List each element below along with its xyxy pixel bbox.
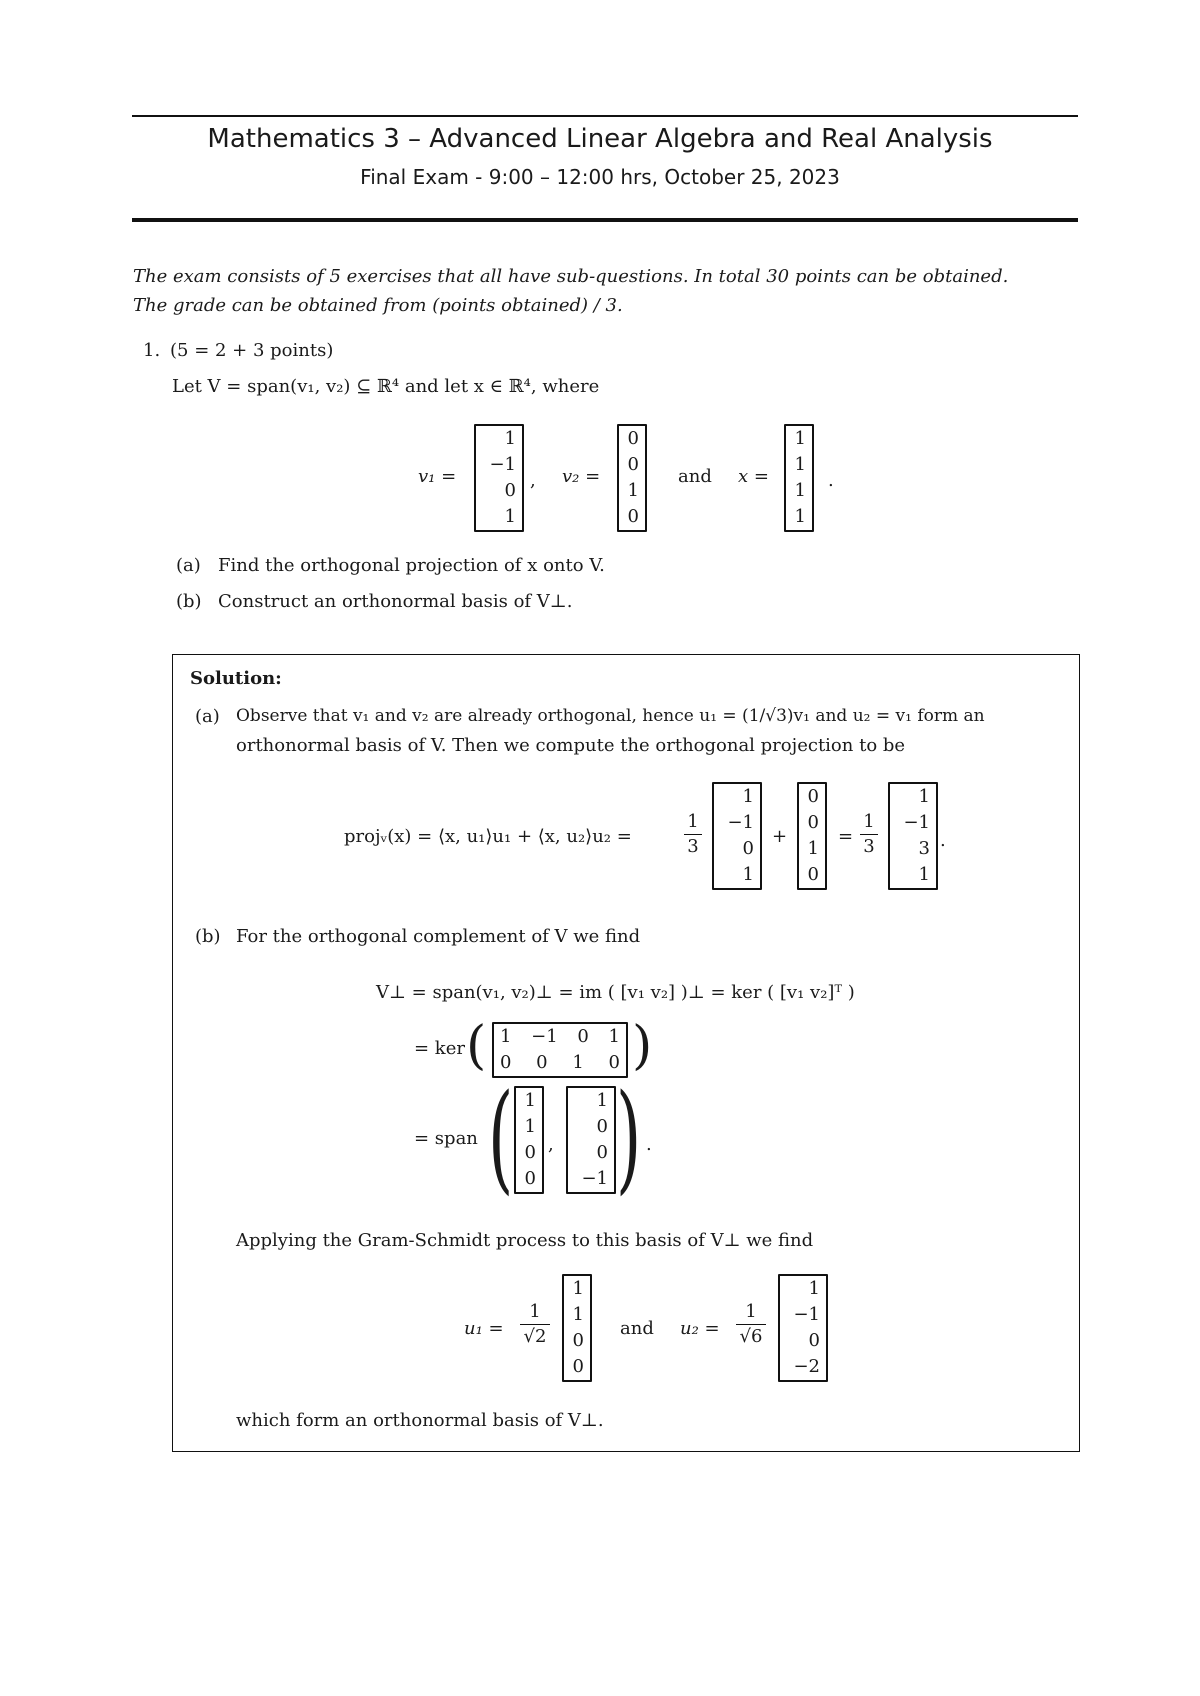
vector-entry: 0: [808, 1330, 820, 1351]
v2-entry: 0: [627, 428, 639, 449]
denominator: √2: [523, 1326, 547, 1347]
numerator: 1: [860, 810, 878, 835]
problem-points: (5 = 2 + 3 points): [170, 340, 334, 361]
vector-entry: 0: [524, 1142, 536, 1163]
problem-number: 1.: [143, 340, 161, 361]
vector-entry: 1: [918, 786, 930, 807]
span-basis-vector-1: [514, 1086, 544, 1194]
vector-entry: −2: [793, 1356, 820, 1377]
header-thick-rule: [132, 218, 1078, 222]
vector-entry: 1: [807, 838, 819, 859]
vector-entry: 1: [572, 1278, 584, 1299]
x-vector: [784, 424, 814, 532]
vector-entry: 0: [596, 1142, 608, 1163]
projection-result-vector: [888, 782, 938, 890]
big-left-paren: (: [488, 1068, 514, 1206]
v2-entry: 0: [627, 454, 639, 475]
solution-a-tag: (a): [195, 706, 220, 727]
u1-vector: [562, 1274, 592, 1382]
solution-a-line-1: Observe that v₁ and v₂ are already orthogonal, hence u₁ = (1/√3)v₁ and u₂ = v₁ form an: [236, 706, 985, 726]
vector-entry: 0: [596, 1116, 608, 1137]
part-b-tag: (b): [176, 591, 202, 612]
denominator: 3: [863, 836, 875, 857]
matrix-entry: 1: [500, 1026, 512, 1047]
v1-entry: 1: [504, 506, 516, 527]
vector-entry: −1: [903, 812, 930, 833]
problem-statement: Let V = span(v₁, v₂) ⊆ ℝ⁴ and let x ∈ ℝ⁴, where: [172, 376, 600, 397]
v2-label: v₂ =: [562, 466, 601, 487]
solution-a-line-2: orthonormal basis of V. Then we compute the orthogonal projection to be: [236, 735, 906, 756]
vector-entry: 0: [807, 812, 819, 833]
span-basis-vector-2: [566, 1086, 616, 1194]
numerator: 1: [736, 1300, 766, 1325]
x-entry: 1: [794, 480, 806, 501]
comma: ,: [548, 1134, 554, 1155]
vector-entry: 0: [572, 1356, 584, 1377]
perp-equation-line-3-lhs: = span: [414, 1128, 478, 1149]
vector-entry: 0: [807, 786, 819, 807]
perp-equation-line-1: V⊥ = span(v₁, v₂)⊥ = im ( [v₁ v₂] )⊥ = ker ( [v₁ v₂]ᵀ ): [376, 982, 855, 1003]
fraction-one-over-sqrt6: [736, 1300, 766, 1349]
plus-sign: +: [772, 826, 788, 847]
part-a-question: Find the orthogonal projection of x onto V.: [218, 555, 605, 576]
matrix-row: [500, 1050, 620, 1076]
x-label: x =: [738, 466, 769, 487]
v1-vector: [474, 424, 524, 532]
gram-schmidt-line: Applying the Gram-Schmidt process to this basis of V⊥ we find: [236, 1230, 814, 1251]
v1-entry: 1: [504, 428, 516, 449]
part-a-tag: (a): [176, 555, 201, 576]
numerator: 1: [520, 1300, 550, 1325]
vector-entry: 1: [524, 1090, 536, 1111]
projection-lhs: projᵥ(x) = ⟨x, u₁⟩u₁ + ⟨x, u₂⟩u₂ =: [344, 826, 632, 847]
matrix-entry: 0: [577, 1026, 589, 1047]
exam-subtitle: Final Exam - 9:00 – 12:00 hrs, October 25, 2023: [360, 165, 840, 189]
x-entry: 1: [794, 506, 806, 527]
v2-entry: 0: [627, 506, 639, 527]
vector-entry: 3: [918, 838, 930, 859]
exam-intro: [133, 262, 1093, 320]
vector-entry: 1: [918, 864, 930, 885]
vector-entry: 1: [742, 864, 754, 885]
matrix-entry: 1: [572, 1052, 584, 1073]
vector-entry: 0: [742, 838, 754, 859]
perp-equation-line-2-lhs: = ker: [414, 1038, 465, 1059]
solution-heading: Solution:: [190, 668, 282, 689]
and-word: and: [620, 1318, 654, 1339]
x-entry: 1: [794, 454, 806, 475]
x-entry: 1: [794, 428, 806, 449]
matrix-entry: 0: [500, 1052, 512, 1073]
vector-entry: −1: [727, 812, 754, 833]
top-rule: [132, 115, 1078, 117]
projection-v2-vector: [797, 782, 827, 890]
part-b-question: Construct an orthonormal basis of V⊥.: [218, 591, 573, 612]
projection-v1-vector: [712, 782, 762, 890]
vector-entry: 1: [808, 1278, 820, 1299]
v2-vector: [617, 424, 647, 532]
intro-line-2: The grade can be obtained from (points obtained) / 3.: [133, 295, 623, 316]
and-word: and: [678, 466, 712, 487]
u2-vector: [778, 1274, 828, 1382]
equals-sign: =: [838, 826, 854, 847]
vector-entry: 1: [572, 1304, 584, 1325]
exam-title: Mathematics 3 – Advanced Linear Algebra and Real Analysis: [207, 124, 993, 154]
u2-label: u₂ =: [680, 1318, 720, 1339]
solution-b-tag: (b): [195, 926, 221, 947]
vector-entry: 1: [596, 1090, 608, 1111]
period: .: [646, 1134, 652, 1155]
right-paren: ): [632, 1016, 653, 1076]
vector-entry: −1: [581, 1168, 608, 1189]
matrix-row: [500, 1024, 620, 1050]
period: .: [940, 830, 946, 851]
solution-b-line-1: For the orthogonal complement of V we find: [236, 926, 641, 947]
fraction-one-third: [684, 810, 702, 859]
numerator: 1: [684, 810, 702, 835]
fraction-one-over-sqrt2: [520, 1300, 550, 1349]
denominator: √6: [739, 1326, 763, 1347]
left-paren: (: [466, 1016, 487, 1076]
v2-entry: 1: [627, 480, 639, 501]
v1-entry: −1: [489, 454, 516, 475]
matrix-entry: 0: [536, 1052, 548, 1073]
matrix-entry: 1: [608, 1026, 620, 1047]
vector-entry: 0: [572, 1330, 584, 1351]
intro-line-1: The exam consists of 5 exercises that all have sub-questions. In total 30 points can be obtained.: [133, 266, 1009, 287]
solution-closing: which form an orthonormal basis of V⊥.: [236, 1410, 604, 1431]
vector-entry: 0: [807, 864, 819, 885]
matrix-entry: 0: [608, 1052, 620, 1073]
fraction-one-third-result: [860, 810, 878, 859]
u1-label: u₁ =: [464, 1318, 504, 1339]
v1-label: v₁ =: [418, 466, 457, 487]
matrix-entry: −1: [531, 1026, 558, 1047]
vector-entry: 1: [524, 1116, 536, 1137]
v1-entry: 0: [504, 480, 516, 501]
comma: ,: [530, 470, 536, 491]
big-right-paren: ): [616, 1068, 642, 1206]
vector-entry: −1: [793, 1304, 820, 1325]
period: .: [828, 470, 834, 491]
vector-entry: 0: [524, 1168, 536, 1189]
denominator: 3: [687, 836, 699, 857]
vector-entry: 1: [742, 786, 754, 807]
